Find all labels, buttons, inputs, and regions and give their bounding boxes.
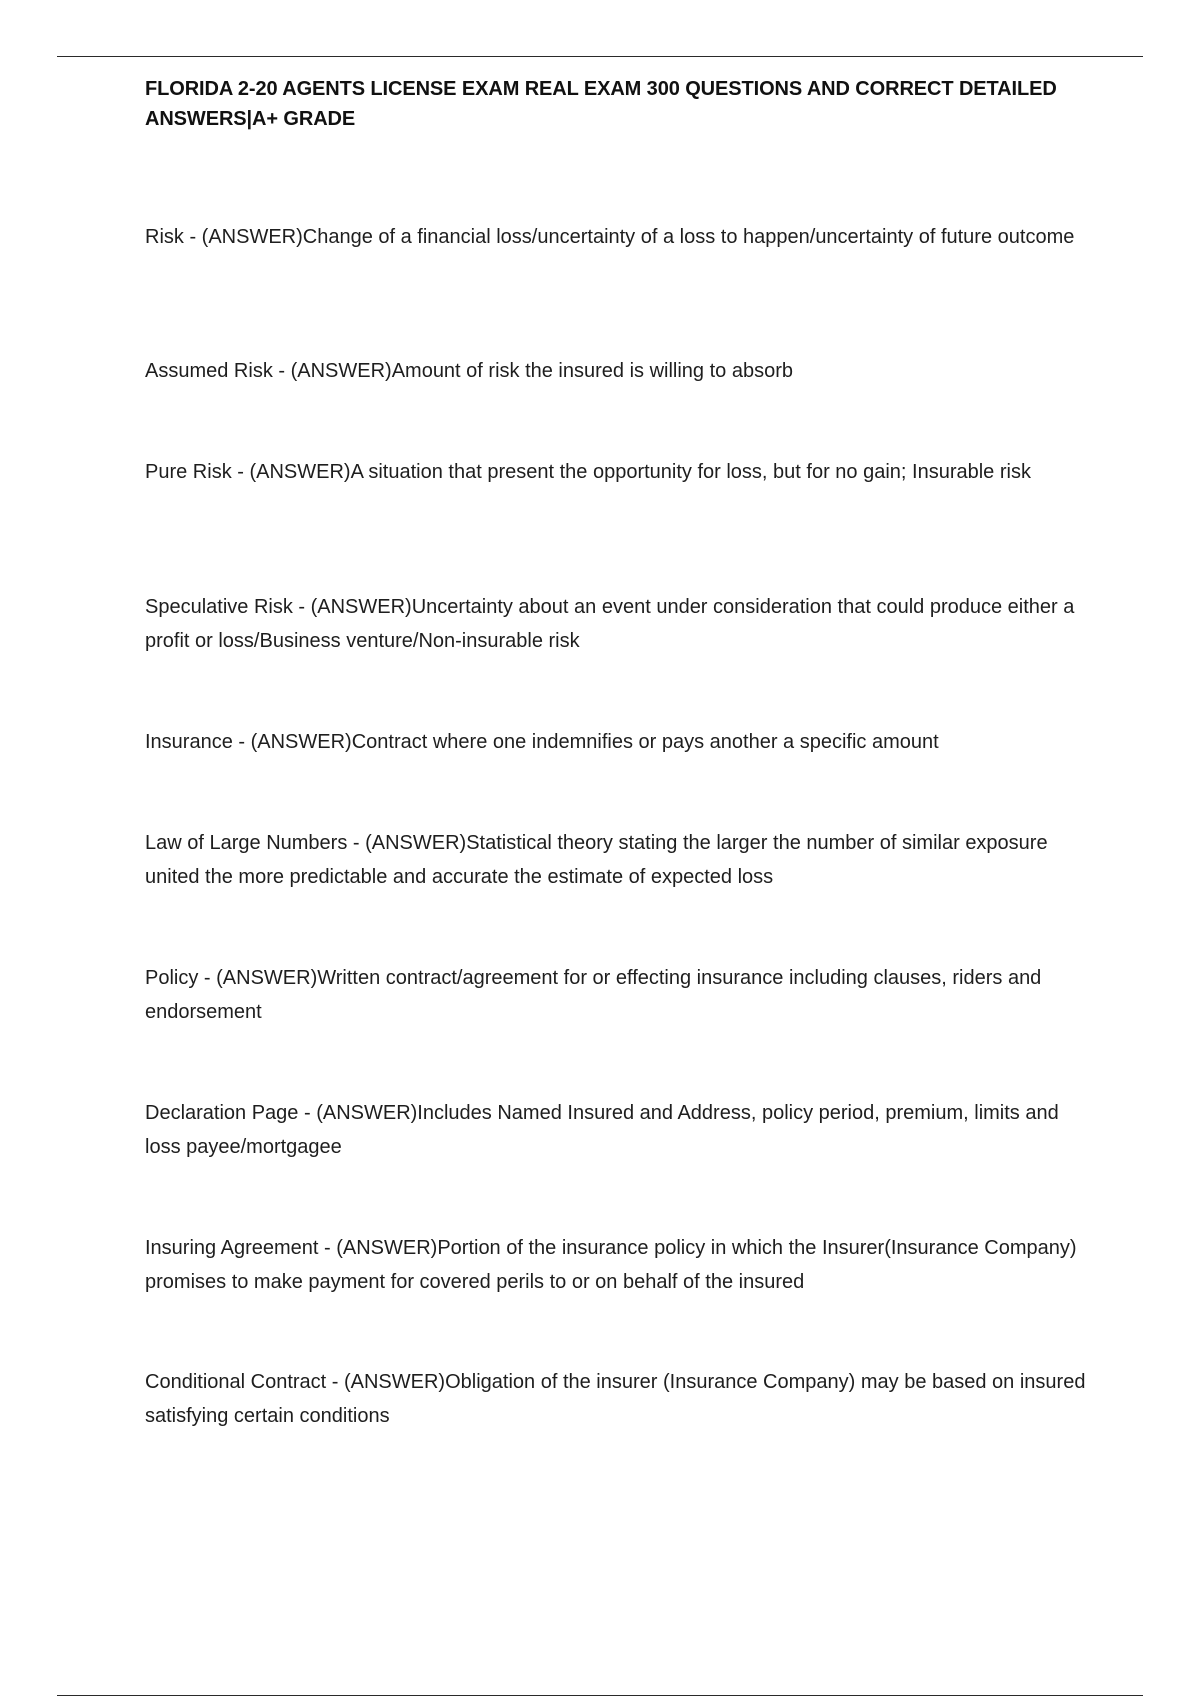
qa-entry: Assumed Risk - (ANSWER)Amount of risk the insured is willing to absorb: [145, 360, 793, 382]
qa-entry: Declaration Page - (ANSWER)Includes Named Insured and Address, policy period, premium, limits and loss payee/mortgagee: [145, 1102, 1059, 1158]
qa-entry: Pure Risk - (ANSWER)A situation that present the opportunity for loss, but for no gain; Insurable risk: [145, 461, 1031, 483]
qa-entry: Speculative Risk - (ANSWER)Uncertainty about an event under consideration that could produce either a profit or loss/Business venture/Non-insurable risk: [145, 596, 1075, 652]
top-rule: [57, 56, 1143, 57]
qa-entry: Law of Large Numbers - (ANSWER)Statistical theory stating the larger the number of similar exposure united the more predictable and accurate the estimate of expected loss: [145, 832, 1048, 888]
qa-entry: Conditional Contract - (ANSWER)Obligation of the insurer (Insurance Company) may be based on insured satisfying certain conditions: [145, 1371, 1086, 1427]
qa-list: [145, 220, 1095, 1445]
qa-entry: Insurance - (ANSWER)Contract where one indemnifies or pays another a specific amount: [145, 731, 939, 753]
document-title: FLORIDA 2-20 AGENTS LICENSE EXAM REAL EXAM 300 QUESTIONS AND CORRECT DETAILED ANSWERS|A+ GRADE: [145, 78, 1057, 130]
bottom-rule: [57, 1695, 1143, 1696]
qa-entry: Insuring Agreement - (ANSWER)Portion of the insurance policy in which the Insurer(Insurance Company) promises to make payment for covered perils to or on behalf of the insured: [145, 1237, 1077, 1293]
qa-entry: Policy - (ANSWER)Written contract/agreement for or effecting insurance including clauses, riders and endorsement: [145, 967, 1042, 1023]
qa-entry: Risk - (ANSWER)Change of a financial loss/uncertainty of a loss to happen/uncertainty of future outcome: [145, 226, 1075, 248]
